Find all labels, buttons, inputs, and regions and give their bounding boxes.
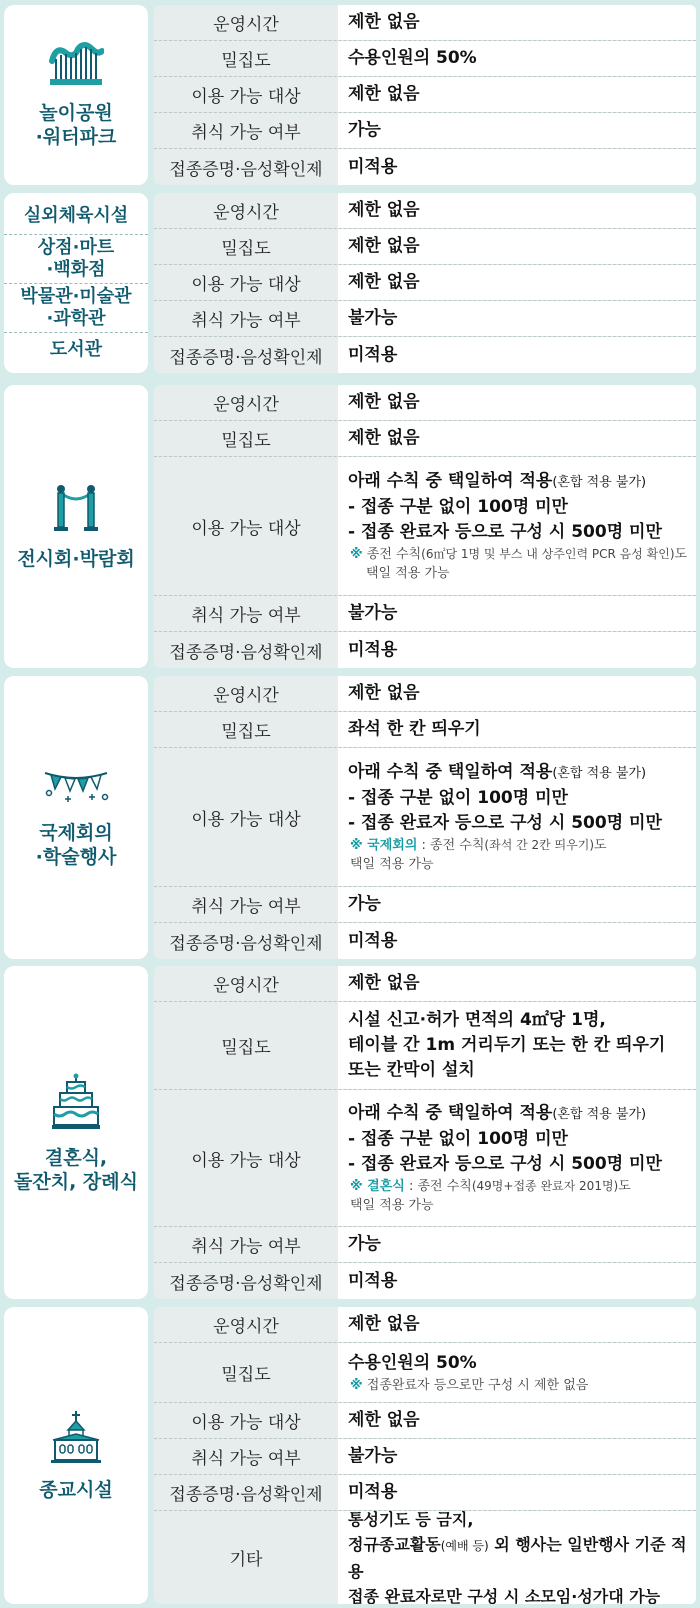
label-eligible: 이용 가능 대상 [154,457,338,595]
value-pass: 미적용 [338,1475,696,1510]
label-pass: 접종증명·음성확인제 [154,337,338,373]
category-label: 전시회·박람회 [17,547,135,570]
label-eating: 취식 가능 여부 [154,596,338,631]
category-religion [4,1307,148,1604]
category-library: 도서관 [49,338,103,360]
label-eating: 취식 가능 여부 [154,113,338,148]
category-label: 결혼식, 돌잔치, 장례식 [14,1146,138,1193]
value-pass: 미적용 [338,632,696,668]
label-eligible: 이용 가능 대상 [154,77,338,112]
category-amusement [4,5,148,185]
rules-table [154,676,696,959]
rules-table [154,385,696,668]
eligible-line-2: - 접종 완료자 등으로 구성 시 500명 미만 [348,522,662,542]
value-density: 수용인원의 50% [338,41,696,76]
roller-coaster-icon [48,41,104,91]
label-eating: 취식 가능 여부 [154,1227,338,1262]
label-pass: 접종증명·음성확인제 [154,1475,338,1510]
value-eligible: 제한 없음 [338,265,696,300]
label-hours: 운영시간 [154,676,338,711]
value-hours: 제한 없음 [338,966,696,1001]
value-eligible [338,1090,696,1226]
label-density: 밀집도 [154,41,338,76]
value-eating: 불가능 [338,301,696,336]
label-density: 밀집도 [154,229,338,264]
label-eating: 취식 가능 여부 [154,301,338,336]
value-other: 통성기도 등 금지, 정규종교활동(예배 등) 외 행사는 일반행사 기준 적용 접종 완료자로만 구성 시 소모임·성가대 가능 [338,1511,696,1604]
label-density: 밀집도 [154,1002,338,1089]
label-hours: 운영시간 [154,5,338,40]
value-eating: 가능 [338,113,696,148]
eligible-line-2: - 접종 완료자 등으로 구성 시 500명 미만 [348,1154,662,1174]
label-eligible: 이용 가능 대상 [154,1090,338,1226]
category-wedding [4,966,148,1299]
wedding-cake-icon [51,1072,101,1136]
eligible-main: 아래 수칙 중 택일하여 적용(혼합 적용 불가) [348,1103,647,1123]
category-outdoor-sports: 실외체육시설 [4,199,148,235]
eligible-line-2: - 접종 완료자 등으로 구성 시 500명 미만 [348,813,662,833]
category-label: 국제회의 ·학술행사 [35,821,117,868]
value-eating: 불가능 [338,596,696,631]
label-pass: 접종증명·음성확인제 [154,1263,338,1299]
stanchion-icon [51,483,101,537]
value-pass: 미적용 [338,923,696,959]
section-exhibition [0,385,700,668]
value-hours: 제한 없음 [338,676,696,711]
eligible-main: 아래 수칙 중 택일하여 적용(혼합 적용 불가) [348,762,647,782]
rules-table [154,193,696,373]
category-exhibition [4,385,148,668]
label-density: 밀집도 [154,1343,338,1402]
value-hours: 제한 없음 [338,193,696,228]
eligible-note: ※ 종전 수칙(6㎡당 1명 및 부스 내 상주인력 PCR 음성 확인)도 택일 적용 가능 [350,547,688,581]
label-eating: 취식 가능 여부 [154,1439,338,1474]
section-wedding [0,966,700,1299]
label-eligible: 이용 가능 대상 [154,265,338,300]
eligible-main: 아래 수칙 중 택일하여 적용(혼합 적용 불가) [348,471,647,491]
section-religion [0,1307,700,1604]
value-pass: 미적용 [338,149,696,185]
value-eating: 가능 [338,887,696,922]
eligible-line-1: - 접종 구분 없이 100명 미만 [348,1129,568,1149]
label-hours: 운영시간 [154,385,338,420]
value-density: 수용인원의 50% ※ 접종완료자 등으로만 구성 시 제한 없음 [338,1343,696,1402]
rules-table [154,1307,696,1604]
value-density: 시설 신고·허가 면적의 4㎡당 1명, 테이블 간 1m 거리두기 또는 한 칸 띄우기 또는 칸막이 설치 [338,1002,696,1089]
church-icon [49,1410,103,1468]
label-eating: 취식 가능 여부 [154,887,338,922]
label-other: 기타 [154,1511,338,1604]
value-density: 좌석 한 칸 띄우기 [338,712,696,747]
value-eligible [338,457,696,595]
eligible-line-1: - 접종 구분 없이 100명 미만 [348,497,568,517]
value-eligible: 제한 없음 [338,1403,696,1438]
rules-table [154,5,696,185]
category-museums: 박물관·미술관 ·과학관 [4,284,148,333]
value-hours: 제한 없음 [338,5,696,40]
label-hours: 운영시간 [154,1307,338,1342]
category-conference [4,676,148,959]
value-hours: 제한 없음 [338,1307,696,1342]
rules-table [154,966,696,1299]
label-density: 밀집도 [154,421,338,456]
eligible-note: ※ 국제회의 : 종전 수칙(좌석 간 2칸 띄우기)도 택일 적용 가능 [350,838,607,872]
section-outdoor [0,193,700,373]
value-density: 제한 없음 [338,421,696,456]
eligible-line-1: - 접종 구분 없이 100명 미만 [348,788,568,808]
value-density: 제한 없음 [338,229,696,264]
category-outdoor [4,193,148,373]
label-hours: 운영시간 [154,966,338,1001]
label-eligible: 이용 가능 대상 [154,1403,338,1438]
value-eating: 불가능 [338,1439,696,1474]
section-amusement [0,5,700,185]
label-pass: 접종증명·음성확인제 [154,149,338,185]
value-eligible [338,748,696,886]
category-label: 종교시설 [39,1478,113,1501]
density-note: ※ 접종완료자 등으로만 구성 시 제한 없음 [350,1377,589,1393]
value-pass: 미적용 [338,1263,696,1299]
category-label: 놀이공원 ·워터파크 [35,102,117,148]
section-conference [0,676,700,959]
label-pass: 접종증명·음성확인제 [154,923,338,959]
eligible-note: ※ 결혼식 : 종전 수칙(49명+접종 완료자 201명)도 택일 적용 가능 [350,1179,631,1213]
label-hours: 운영시간 [154,193,338,228]
value-hours: 제한 없음 [338,385,696,420]
bunting-flags-icon [41,767,111,811]
value-eligible: 제한 없음 [338,77,696,112]
value-pass: 미적용 [338,337,696,373]
value-eating: 가능 [338,1227,696,1262]
label-eligible: 이용 가능 대상 [154,748,338,886]
label-density: 밀집도 [154,712,338,747]
label-pass: 접종증명·음성확인제 [154,632,338,668]
category-stores: 상점·마트 ·백화점 [4,235,148,284]
